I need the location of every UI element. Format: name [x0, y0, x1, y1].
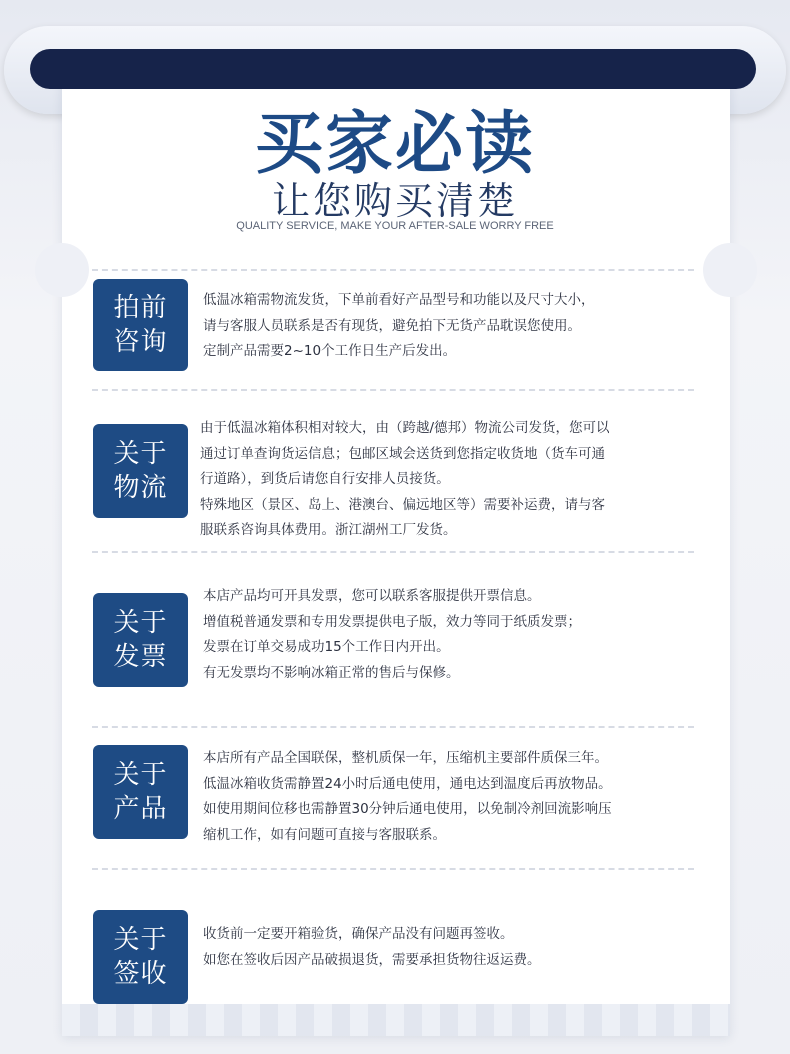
section-text-invoice — [203, 584, 703, 686]
text-line: 本店产品均可开具发票，您可以联系客服提供开票信息。 — [203, 588, 541, 604]
text-line: 行道路），到货后请您自行安排人员接货。 — [200, 471, 450, 487]
scroll-roll-bar — [30, 49, 756, 89]
badge-line: 关于 — [113, 925, 168, 955]
section-text-signoff — [203, 922, 703, 973]
text-line: 低温冰箱需物流发货，下单前看好产品型号和功能以及尺寸大小， — [203, 292, 595, 308]
text-line: 如使用期间位移也需静置30分钟后通电使用，以免制冷剂回流影响压 — [203, 801, 612, 817]
section-divider — [92, 868, 694, 870]
page-subtitle: 让您购买清楚 — [271, 179, 518, 223]
section-badge-signoff — [93, 910, 188, 1004]
text-line: 特殊地区（景区、岛上、港澳台、偏远地区等）需要补运费，请与客 — [200, 496, 605, 513]
section-divider — [92, 726, 694, 728]
section-text-logistics — [200, 416, 700, 544]
badge-line: 咨询 — [113, 327, 168, 357]
section-badge-logistics — [93, 424, 188, 518]
text-line: 本店所有产品全国联保，整机质保一年，压缩机主要部件质保三年。 — [203, 750, 608, 766]
text-line: 请与客服人员联系是否有现货，避免拍下无货产品耽误您使用。 — [203, 317, 581, 334]
text-line: 增值税普通发票和专用发票提供电子版，效力等同于纸质发票； — [203, 613, 581, 630]
text-line: 缩机工作，如有问题可直接与客服联系。 — [203, 826, 446, 843]
badge-line: 关于 — [113, 760, 168, 790]
badge-line: 产品 — [113, 794, 168, 824]
section-divider — [92, 269, 694, 271]
text-line: 通过订单查询货运信息；包邮区域会送货到您指定收货地（货车可通 — [200, 445, 605, 462]
section-badge-invoice — [93, 593, 188, 687]
text-line: 定制产品需要2~10个工作日生产后发出。 — [203, 343, 457, 359]
section-badge-product — [93, 745, 188, 839]
section-divider — [92, 389, 694, 391]
text-line: 服联系咨询具体费用。浙江湖州工厂发货。 — [200, 522, 457, 538]
text-line: 收货前一定要开箱验货，确保产品没有问题再签收。 — [203, 926, 514, 942]
text-line: 有无发票均不影响冰箱正常的售后与保修。 — [203, 664, 460, 681]
page-title: 买家必读 — [254, 105, 535, 184]
section-text-product — [203, 746, 703, 848]
section-badge-consult — [93, 279, 188, 371]
badge-line: 发票 — [113, 642, 168, 672]
text-line: 发票在订单交易成功15个工作日内开出。 — [203, 639, 450, 655]
text-line: 由于低温冰箱体积相对较大，由（跨越/德邦）物流公司发货，您可以 — [200, 420, 610, 436]
badge-line: 拍前 — [113, 293, 168, 323]
section-divider — [92, 551, 694, 553]
text-line: 如您在签收后因产品破损退货，需要承担货物往返运费。 — [203, 951, 541, 968]
badge-line: 签收 — [113, 959, 168, 989]
right-notch — [703, 243, 757, 297]
badge-line: 关于 — [113, 608, 168, 638]
section-text-consult — [203, 288, 703, 365]
badge-line: 物流 — [113, 473, 168, 503]
left-notch — [35, 243, 89, 297]
paper-bottom-edge — [62, 1004, 730, 1036]
text-line: 低温冰箱收货需静置24小时后通电使用，通电达到温度后再放物品。 — [203, 775, 612, 792]
page-tagline: QUALITY SERVICE, MAKE YOUR AFTER-SALE WORRY FREE — [236, 220, 554, 232]
badge-line: 关于 — [113, 439, 168, 469]
